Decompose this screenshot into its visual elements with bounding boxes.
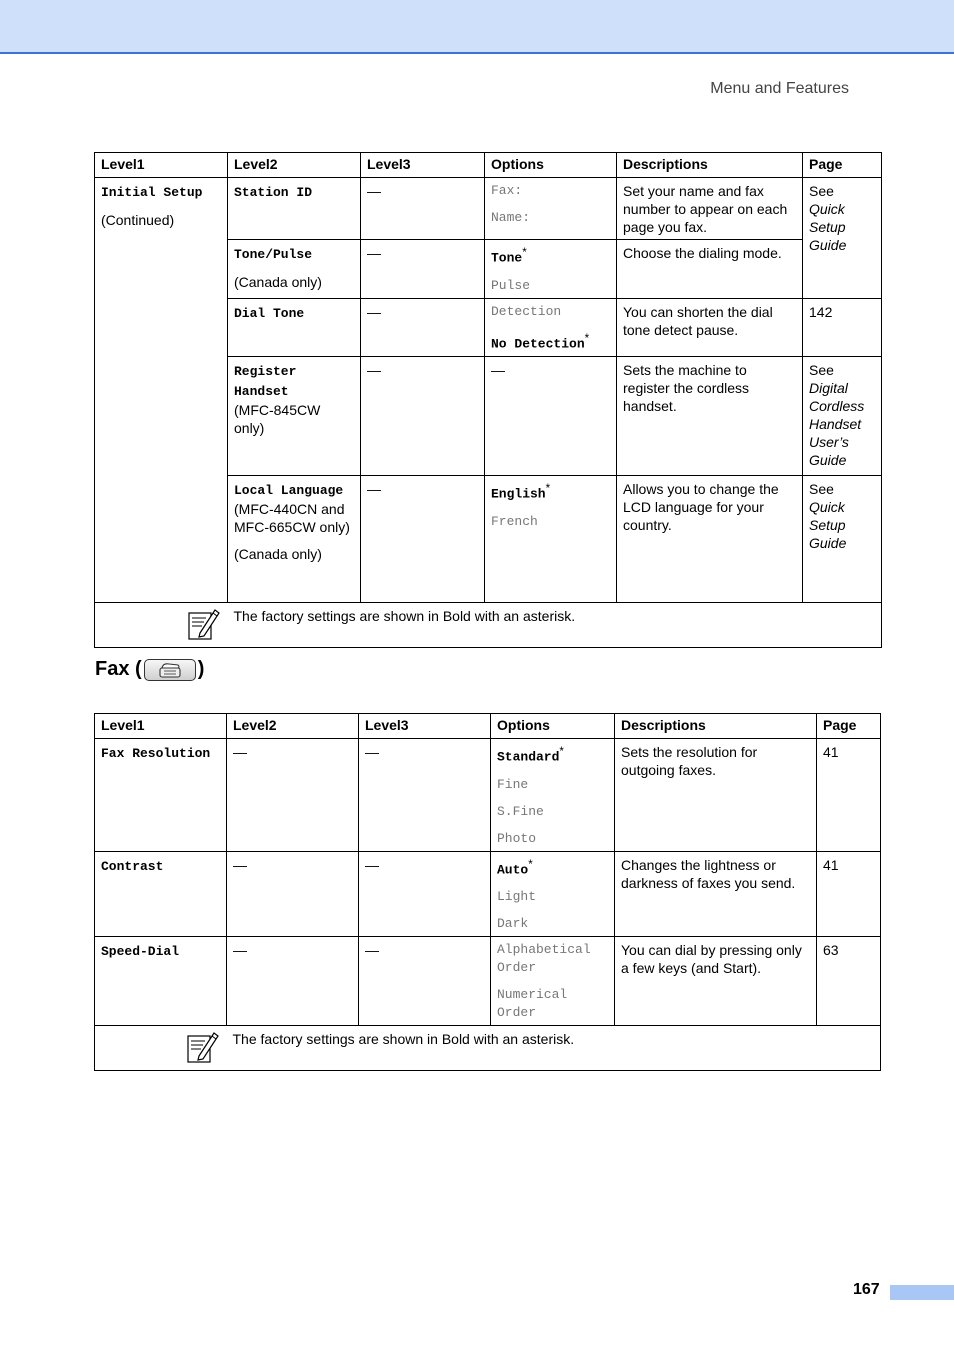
level3-value: — xyxy=(361,298,485,357)
asterisk: * xyxy=(528,857,533,871)
option-value: Light xyxy=(497,889,537,905)
option-value: — xyxy=(485,357,617,476)
top-banner xyxy=(0,0,954,54)
option-value: Dark xyxy=(497,916,529,932)
option-value: Fine xyxy=(497,776,529,792)
option-default: No Detection xyxy=(491,336,585,352)
description: Choose the dialing mode. xyxy=(617,240,803,299)
table-row xyxy=(95,178,882,240)
col-level1: Level1 xyxy=(95,714,227,739)
level1-value: Contrast xyxy=(101,858,164,874)
table-header-row xyxy=(95,714,881,739)
option-value: Name: xyxy=(491,210,531,225)
level2-note: (Canada only) xyxy=(234,274,322,290)
col-level3: Level3 xyxy=(359,714,491,739)
col-page: Page xyxy=(803,153,882,178)
level3-value: — xyxy=(359,851,491,937)
description: Set your name and fax number to appear on each page you fax. xyxy=(617,178,803,240)
level1-value: Fax Resolution xyxy=(101,746,211,761)
level3-value: — xyxy=(361,178,485,240)
option-default: Auto xyxy=(497,862,529,878)
level2-value: Tone/Pulse xyxy=(234,247,313,262)
level2-value: Dial Tone xyxy=(234,305,305,321)
menu-table-initial-setup xyxy=(94,152,882,648)
fax-machine-icon xyxy=(144,659,196,681)
option-value: Alphabetical Order xyxy=(497,942,591,976)
description: You can dial by pressing only a few keys (and Start). xyxy=(615,937,817,1026)
col-page: Page xyxy=(817,714,881,739)
page-see: See xyxy=(809,183,834,199)
level2-value: — xyxy=(227,739,359,852)
table-row xyxy=(95,851,881,937)
description: Changes the lightness or darkness of faxes you send. xyxy=(615,851,817,937)
note-row xyxy=(95,603,882,648)
asterisk: * xyxy=(522,246,527,259)
level3-value: — xyxy=(361,476,485,603)
page-see: See xyxy=(809,481,834,498)
page-number: 142 xyxy=(803,298,882,357)
level2-note: (Canada only) xyxy=(234,546,322,563)
col-descriptions: Descriptions xyxy=(615,714,817,739)
section-title-fax xyxy=(95,658,204,681)
level3-value: — xyxy=(359,937,491,1026)
note-pencil-icon xyxy=(185,1030,219,1064)
col-options: Options xyxy=(491,714,615,739)
option-default: Tone xyxy=(491,250,523,266)
level2-value: Register Handset xyxy=(234,364,297,400)
section-title-prefix: Fax ( xyxy=(95,658,142,680)
page-number: 41 xyxy=(817,739,881,852)
level3-value: — xyxy=(361,240,485,299)
note-pencil-icon xyxy=(186,607,220,641)
table-row xyxy=(95,739,881,852)
option-value: French xyxy=(491,513,538,529)
description: You can shorten the dial tone detect pause. xyxy=(617,298,803,357)
level2-note: (MFC-845CW only) xyxy=(234,402,321,437)
page-cell xyxy=(803,178,882,299)
table-header-row xyxy=(95,153,882,178)
page-number-footer: 167 xyxy=(853,1281,880,1298)
option-default: Standard xyxy=(497,749,560,765)
note-text: The factory settings are shown in Bold with an asterisk. xyxy=(227,1026,881,1071)
level1-cell xyxy=(95,178,228,603)
level2-value: — xyxy=(227,937,359,1026)
option-value: Detection xyxy=(491,303,562,319)
col-level2: Level2 xyxy=(228,153,361,178)
table-row xyxy=(95,937,881,1026)
page-ref: Digital Cordless Handset User’s Guide xyxy=(809,380,865,469)
page-number: 41 xyxy=(817,851,881,937)
page-ref: Quick Setup Guide xyxy=(809,201,847,253)
asterisk: * xyxy=(584,331,590,345)
option-value: Numerical Order xyxy=(497,987,568,1021)
level1-note: (Continued) xyxy=(101,212,175,228)
menu-table-fax xyxy=(94,713,881,1071)
section-title-suffix: ) xyxy=(197,658,205,680)
running-header: Menu and Features xyxy=(710,80,849,97)
note-text: The factory settings are shown in Bold with an asterisk. xyxy=(228,603,882,648)
col-descriptions: Descriptions xyxy=(617,153,803,178)
level3-value: — xyxy=(361,357,485,476)
option-value: Photo xyxy=(497,830,537,846)
col-level2: Level2 xyxy=(227,714,359,739)
col-options: Options xyxy=(485,153,617,178)
level2-value: — xyxy=(227,851,359,937)
level3-value: — xyxy=(359,739,491,852)
option-value: Fax: xyxy=(491,183,523,198)
page-number: 63 xyxy=(817,937,881,1026)
col-level1: Level1 xyxy=(95,153,228,178)
option-value: Pulse xyxy=(491,277,531,293)
level1-value: Speed-Dial xyxy=(101,944,180,960)
col-level3: Level3 xyxy=(361,153,485,178)
description: Allows you to change the LCD language for your country. xyxy=(617,476,803,603)
option-value: S.Fine xyxy=(497,803,544,819)
asterisk: * xyxy=(545,482,551,496)
description: Sets the machine to register the cordless handset. xyxy=(617,357,803,476)
asterisk: * xyxy=(559,745,564,758)
page-see: See xyxy=(809,362,834,379)
description: Sets the resolution for outgoing faxes. xyxy=(615,739,817,852)
footer-bar xyxy=(890,1285,954,1300)
level2-note: (MFC-440CN and MFC-665CW only) xyxy=(234,501,350,536)
page-ref: Quick Setup Guide xyxy=(809,499,847,552)
level2-value: Local Language xyxy=(234,483,344,499)
level1-value: Initial Setup xyxy=(101,185,203,200)
note-row xyxy=(95,1026,881,1071)
level2-value: Station ID xyxy=(234,185,313,200)
option-default: English xyxy=(491,486,546,502)
